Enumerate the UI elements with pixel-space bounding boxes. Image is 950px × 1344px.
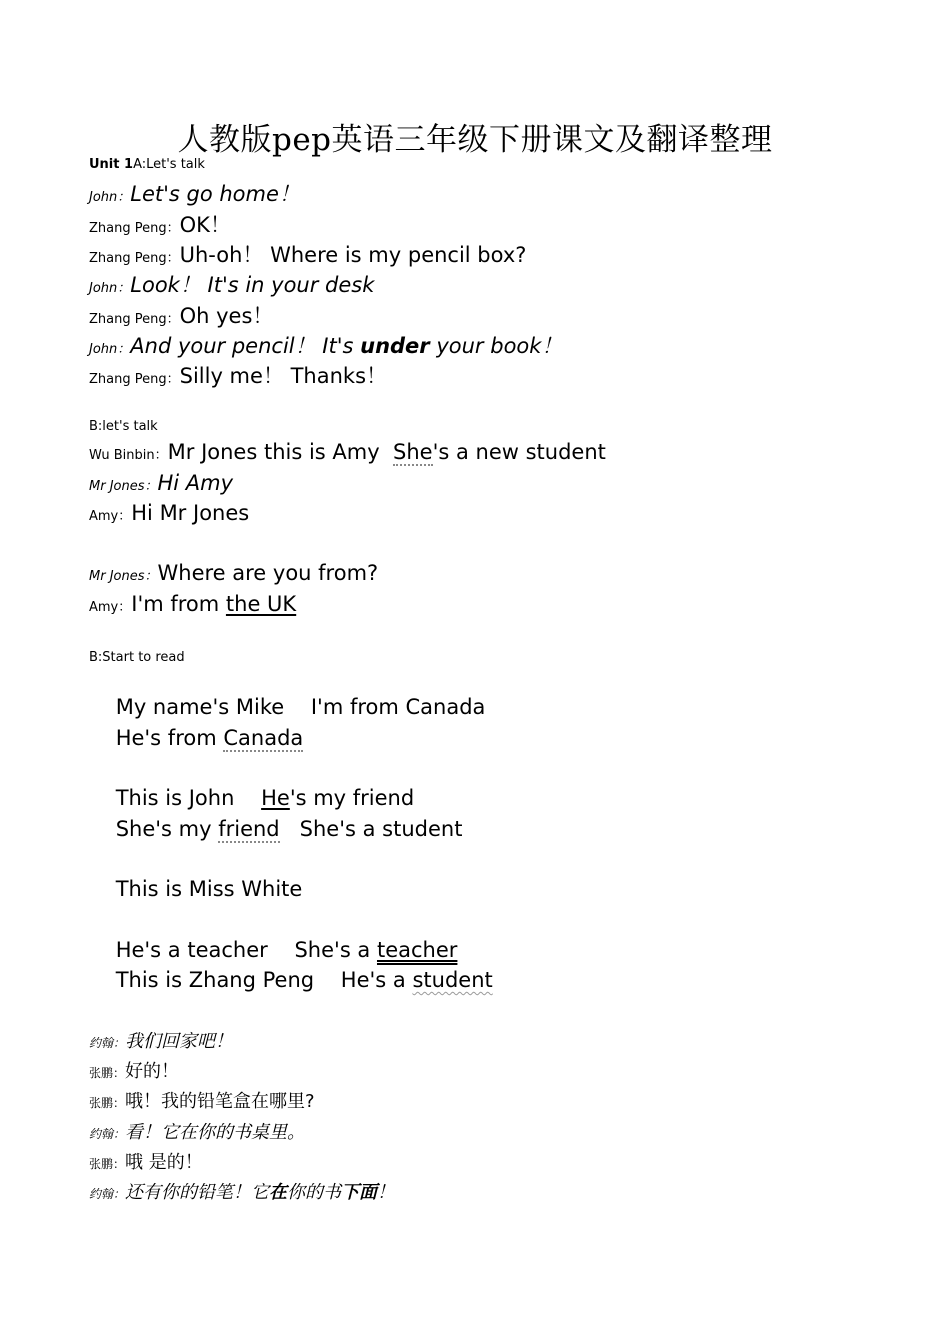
dialogue-text: Silly me！ Thanks！ xyxy=(179,364,388,388)
dialogue-text: Where are you from? xyxy=(157,561,379,585)
translation-text: 哦 是的！ xyxy=(125,1152,203,1173)
translation-line xyxy=(89,1178,395,1204)
dialogue-text: Hi Mr Jones xyxy=(131,501,250,525)
speaker-label: John： xyxy=(89,281,131,296)
translation-line xyxy=(89,1148,203,1174)
speaker-label: 张鹏： xyxy=(89,1066,126,1080)
speaker-label: 约翰： xyxy=(89,1187,126,1201)
translation-text: 还有你的铅笔！它 xyxy=(125,1182,270,1203)
speaker-label: John： xyxy=(89,342,131,357)
dialogue-text: OK！ xyxy=(179,213,231,237)
dialogue-line xyxy=(89,471,233,495)
speaker-label: Mr Jones： xyxy=(89,479,158,494)
translation-text: 你的书 xyxy=(287,1182,342,1203)
reading-line: He's from Canada xyxy=(115,726,304,750)
dialogue-line xyxy=(89,561,378,585)
dialogue-line xyxy=(89,440,606,464)
dialogue-line xyxy=(89,300,273,330)
marked-word: the UK xyxy=(225,592,297,616)
dialogue-line xyxy=(89,501,249,525)
reading-line: She's my friend She's a student xyxy=(115,817,463,841)
dialogue-line xyxy=(89,178,300,208)
dialogue-line xyxy=(89,269,374,299)
dialogue-text: And your pencil！ It's xyxy=(130,334,361,358)
speaker-label: John： xyxy=(89,190,131,205)
speaker-label: Zhang Peng： xyxy=(89,251,180,266)
speaker-label: Amy： xyxy=(89,509,132,524)
translation-text: ！ xyxy=(377,1182,396,1203)
marked-word: He xyxy=(261,786,290,810)
translation-line xyxy=(89,1118,305,1144)
reading-line: My name's Mike I'm from Canada xyxy=(115,695,486,719)
dialogue-text: Look！ It's in your desk xyxy=(130,273,375,297)
dialogue-text: I'm from xyxy=(131,592,226,616)
dialogue-text: 's a new student xyxy=(432,440,606,464)
reading-line: This is Zhang Peng He's a student xyxy=(115,968,493,992)
translation-text: 看！它在你的书桌里。 xyxy=(125,1122,306,1143)
reading-line: This is John He's my friend xyxy=(115,786,415,810)
emphasis-word: 下面 xyxy=(341,1182,378,1203)
dialogue-text: your book！ xyxy=(429,334,563,358)
speaker-label: Amy： xyxy=(89,600,132,615)
dialogue-line xyxy=(89,239,526,269)
speaker-label: Mr Jones： xyxy=(89,569,158,584)
speaker-label: 约翰： xyxy=(89,1127,126,1141)
document-title: 人教版pep英语三年级下册课文及翻译整理 xyxy=(177,122,773,158)
marked-word: Canada xyxy=(223,726,304,750)
dialogue-line xyxy=(89,209,231,239)
section-heading-b-read: B:Start to read xyxy=(89,650,185,665)
marked-word: teacher xyxy=(376,938,458,962)
translation-text: 好的！ xyxy=(125,1061,180,1082)
speaker-label: 张鹏： xyxy=(89,1096,126,1110)
dialogue-text: Let's go home！ xyxy=(130,182,300,206)
speaker-label: Zhang Peng： xyxy=(89,312,180,327)
speaker-label: Zhang Peng： xyxy=(89,221,180,236)
translation-line xyxy=(89,1027,233,1053)
speaker-label: Wu Binbin： xyxy=(89,448,168,463)
reading-line: This is Miss White xyxy=(115,877,303,901)
section-heading-unit1-a: Unit 1A:Let's talk xyxy=(89,157,205,172)
emphasis-word: 在 xyxy=(269,1182,288,1203)
dialogue-line xyxy=(89,592,296,616)
dialogue-text: Uh-oh！ Where is my pencil box? xyxy=(179,243,527,267)
reading-line: He's a teacher She's a teacher xyxy=(115,938,458,962)
marked-word: student xyxy=(412,968,493,992)
translation-line xyxy=(89,1087,315,1113)
marked-word: She xyxy=(393,440,433,464)
dialogue-line xyxy=(89,360,387,390)
speaker-label: 张鹏： xyxy=(89,1157,126,1171)
translation-text: 哦！我的铅笔盒在哪里? xyxy=(125,1091,315,1112)
dialogue-text: Mr Jones this is Amy xyxy=(167,440,394,464)
dialogue-line xyxy=(89,330,562,360)
speaker-label: Zhang Peng： xyxy=(89,372,180,387)
translation-text: 我们回家吧！ xyxy=(125,1031,234,1052)
marked-word: friend xyxy=(218,817,280,841)
translation-line xyxy=(89,1057,179,1083)
emphasis-word: under xyxy=(360,334,430,358)
section-heading-b-talk: B:let's talk xyxy=(89,419,158,434)
speaker-label: 约翰： xyxy=(89,1036,126,1050)
dialogue-text: Hi Amy xyxy=(157,471,234,495)
dialogue-text: Oh yes！ xyxy=(179,304,274,328)
